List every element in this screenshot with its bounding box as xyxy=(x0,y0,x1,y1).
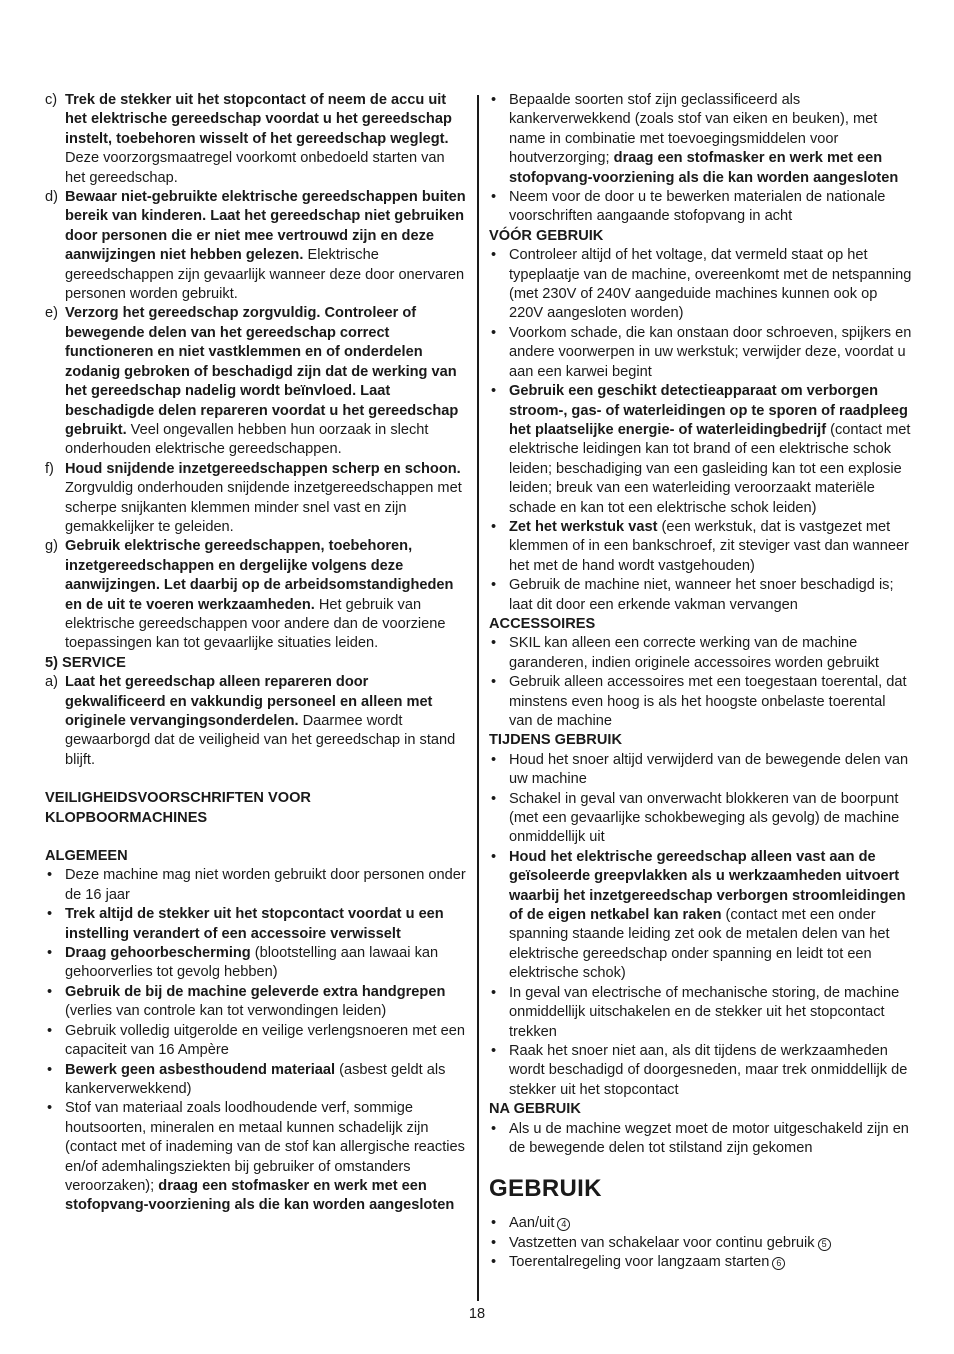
list-item xyxy=(489,382,913,518)
bullet-icon: • xyxy=(491,984,497,1001)
item-bold-text: Laat het gereedschap alleen repareren door gekwalificeerd en vakkundig personeel en alleen met originele vervangingsonderdelen. xyxy=(65,674,433,729)
bullet-icon: • xyxy=(491,518,497,535)
item-bold-text: Zet het werkstuk vast xyxy=(509,518,658,535)
item-bold-text: Gebruik elektrische gereedschappen, toebehoren, inzetgereedschappen en dergelijke volgens deze aanwijzingen. Let daarbij op de arbeidsomstandigheden en de uit te voeren werkzaamheden. xyxy=(65,538,454,613)
list-item xyxy=(489,790,913,848)
item-marker: f) xyxy=(45,460,54,477)
item-text: Voorkom schade, die kan onstaan door schroeven, spijkers en andere voorwerpen in uw werkstuk; verwijder deze, voordat u aan een karwei begint xyxy=(509,324,912,380)
left-column xyxy=(45,91,467,1216)
item-bold-text: Bewerk geen asbesthoudend materiaal xyxy=(65,1061,336,1078)
item-bold-text: draag een stofmasker en werk met een stofopvang-voorziening als die kan worden aangesloten xyxy=(509,150,899,186)
bullet-icon: • xyxy=(491,247,497,264)
gebruik-list xyxy=(489,1214,913,1272)
item-text: Zorgvuldig onderhouden snijdende inzetgereedschappen met scherpe snijkanten klemmen minder snel vast en zijn gemakkelijker te geleiden. xyxy=(65,480,462,535)
item-text: Houd het snoer altijd verwijderd van de bewegende delen van uw machine xyxy=(509,751,909,788)
voor-gebruik-list xyxy=(489,246,913,615)
item-text: Stof van materiaal zoals loodhoudende verf, sommige houtsoorten, mineralen en metaal kunnen schadelijk zijn (contact met of inademing van de stof kan allergische reacties en/of ademhalingsziekten bij gebruiker of omstanders veroorzaken); xyxy=(65,1100,465,1194)
bullet-icon: • xyxy=(491,1254,497,1271)
item-bold-text: Houd snijdende inzetgereedschappen scherp en schoon. xyxy=(65,460,461,477)
item-bold-text: Bewaar niet-gebruikte elektrische gereedschappen buiten bereik van kinderen. Laat het gereedschap niet gebruiken door personen die er niet mee vertrouwd zijn en deze aanwijzingen niet hebben gelezen. xyxy=(65,189,466,264)
list-item xyxy=(45,1061,467,1100)
bullet-icon: • xyxy=(491,189,497,206)
list-item xyxy=(489,246,913,324)
na-gebruik-heading: NA GEBRUIK xyxy=(489,1101,581,1118)
bullet-icon: • xyxy=(47,1061,53,1078)
item-text: (verlies van controle kan tot verwondingen leiden) xyxy=(65,1003,387,1020)
bullet-icon: • xyxy=(491,324,497,341)
list-item xyxy=(489,751,913,790)
list-item xyxy=(45,304,467,459)
list-item xyxy=(489,518,913,576)
item-marker: e) xyxy=(45,305,58,322)
item-text: Het gebruik van elektrische gereedschappen voor andere dan de voorziene toepassingen kan tot gevaarlijke situaties leiden. xyxy=(65,596,446,652)
lettered-list-top xyxy=(45,91,467,654)
list-item xyxy=(489,984,913,1042)
item-bold-text: Verzorg het gereedschap zorgvuldig. Controleer of bewegende delen van het gereedschap correct functioneren en niet vastklemmen en of onderdelen zodanig gebroken of beschadigd zijn dat de werking van het gereedschap nadelig wordt beïnvloed. Laat beschadigde delen repareren voordat u het gereedschap gebruikt. xyxy=(65,305,459,438)
list-item xyxy=(45,983,467,1022)
item-bold-text: Gebruik de bij de machine geleverde extra handgrepen xyxy=(65,983,446,1000)
list-item xyxy=(489,1120,913,1159)
circled-number-icon: 5 xyxy=(818,1238,831,1251)
list-item xyxy=(45,944,467,983)
voor-gebruik-heading: VÓÓR GEBRUIK xyxy=(489,227,604,244)
item-bold-text: Draag gehoorbescherming xyxy=(65,945,251,962)
item-bold-text: Gebruik een geschikt detectieapparaat om verborgen stroom-, gas- of waterleidingen op te sporen of raadpleeg het plaatselijke energie- of waterleidingbedrijf xyxy=(509,383,908,438)
list-item xyxy=(489,324,913,382)
item-text: (contact met een onder spanning staande leiding zet ook de metalen delen van het elektrische gereedschap onder spanning en leidt tot een elektrische schok) xyxy=(509,907,890,982)
item-text: (een werkstuk, dat is vastgezet met klemmen of in een bankschroef, zit steviger vast dan wanneer het met de hand wordt vastgehouden) xyxy=(509,518,909,574)
item-text: (blootstelling aan lawaai kan gehoorverlies tot gevolg hebben) xyxy=(65,945,439,981)
list-item xyxy=(489,634,913,673)
list-item xyxy=(489,576,913,615)
service-heading: 5) SERVICE xyxy=(45,654,126,671)
item-text: Aan/uit xyxy=(509,1215,555,1232)
item-marker: c) xyxy=(45,92,58,108)
bullet-icon: • xyxy=(491,848,497,865)
circled-number-icon: 6 xyxy=(772,1257,785,1270)
list-item xyxy=(45,866,467,905)
bullet-icon: • xyxy=(491,92,497,108)
tijdens-gebruik-list xyxy=(489,751,913,1100)
bullet-icon: • xyxy=(47,945,53,962)
item-text: Toerentalregeling voor langzaam starten xyxy=(509,1254,770,1271)
item-text: Veel ongevallen hebben hun oorzaak in slecht onderhouden elektrische gereedschappen. xyxy=(65,421,429,458)
bullet-icon: • xyxy=(491,383,497,400)
item-text: Als u de machine wegzet moet de motor uitgeschakeld zijn en de bewegende delen tot stilstand zijn gekomen xyxy=(509,1120,909,1156)
bullet-icon: • xyxy=(491,751,497,768)
list-item xyxy=(489,848,913,984)
list-item xyxy=(489,188,913,227)
item-text: Elektrische gereedschappen zijn gevaarlijk wanneer deze door onervaren personen worden gebruikt. xyxy=(65,247,465,303)
na-gebruik-list xyxy=(489,1120,913,1159)
item-text: Raak het snoer niet aan, als dit tijdens de werkzaamheden wordt beschadigd of doorgesneden, maar trek onmiddellijk de stekker uit het stopcontact xyxy=(509,1042,908,1098)
item-bold-text: draag een stofmasker en werk met een stofopvang-voorziening als die kan worden aangesloten xyxy=(65,1177,455,1214)
item-marker: a) xyxy=(45,674,58,691)
bullet-icon: • xyxy=(47,867,53,884)
item-text: Gebruik de machine niet, wanneer het snoer beschadigd is; laat dit door een erkende vakman vervangen xyxy=(509,577,894,613)
dust-list xyxy=(489,91,913,227)
item-text: Gebruik volledig uitgerolde en veilige verlengsnoeren met een capaciteit van 16 Ampère xyxy=(65,1022,465,1059)
section-heading: VEILIGHEIDSVOORSCHRIFTEN VOOR KLOPBOORMACHINES xyxy=(45,790,311,826)
list-item xyxy=(489,1042,913,1100)
bullet-icon: • xyxy=(47,906,53,923)
item-text: Controleer altijd of het voltage, dat vermeld staat op het typeplaatje van de machine, overeenkomt met de netspanning (met 230V of 240V aangeduide machines kunnen ook op 220V aangesloten worden) xyxy=(509,247,912,322)
bullet-icon: • xyxy=(491,1215,497,1232)
list-item xyxy=(489,1234,913,1253)
gebruik-title: GEBRUIK xyxy=(489,1175,602,1203)
item-text: Vastzetten van schakelaar voor continu gebruik xyxy=(509,1234,815,1251)
item-text: (contact met elektrische leidingen kan tot brand of een elektrische schok leiden; beschadiging van een gasleiding kan tot een explosie leiden; breuk van een waterleiding veroorzaakt materiële schade en kan tot een elektrische schok leiden) xyxy=(509,421,911,516)
right-column xyxy=(489,91,913,1273)
bullet-icon: • xyxy=(491,577,497,594)
bullet-icon: • xyxy=(491,1120,497,1137)
item-text: (asbest geldt als kankerverwekkend) xyxy=(65,1061,446,1097)
list-item xyxy=(489,673,913,731)
item-text: Gebruik alleen accessoires met een toegestaan toerental, dat minstens even hoog is als het hoogste onbelaste toerental van de machine xyxy=(509,674,907,729)
item-marker: g) xyxy=(45,538,58,555)
bullet-icon: • xyxy=(491,790,497,807)
accessoires-heading: ACCESSOIRES xyxy=(489,615,596,632)
item-bold-text: Trek altijd de stekker uit het stopcontact voordat u een instelling verandert of een accessoire verwisselt xyxy=(65,906,444,942)
item-text: Deze voorzorgsmaatregel voorkomt onbedoeld starten van het gereedschap. xyxy=(65,150,445,186)
column-divider xyxy=(477,95,479,1301)
tijdens-gebruik-heading: TIJDENS GEBRUIK xyxy=(489,732,622,749)
item-text: Schakel in geval van onverwacht blokkeren van de boorpunt (met een gevaarlijke schokbeweging als gevolg) de machine onmiddellijk uit xyxy=(509,790,900,846)
service-list xyxy=(45,673,467,770)
accessoires-list xyxy=(489,634,913,731)
list-item xyxy=(489,91,913,188)
list-item xyxy=(489,1253,913,1272)
item-text: In geval van electrische of mechanische storing, de machine onmiddellijk uitschakelen en de stekker uit het stopcontact trekken xyxy=(509,984,900,1040)
bullet-icon: • xyxy=(491,1042,497,1059)
item-text: SKIL kan alleen een correcte werking van de machine garanderen, indien originele accessoires worden gebruikt xyxy=(509,635,879,671)
circled-number-icon: 4 xyxy=(557,1218,570,1231)
page-number: 18 xyxy=(468,1306,486,1322)
algemeen-heading: ALGEMEEN xyxy=(45,848,128,865)
list-item xyxy=(45,460,467,538)
bullet-icon: • xyxy=(47,983,53,1000)
item-text: Bepaalde soorten stof zijn geclassificeerd als kankerverwekkend (zoals stof van eiken en beuken), met name in combinatie met toevoegingsmiddelen voor houtverzorging; xyxy=(509,92,878,167)
item-bold-text: Houd het elektrische gereedschap alleen vast aan de geïsoleerde greepvlakken als u werkzaamheden uitvoert waarbij het inzetgereedschap verborgen stroomleidingen of de eigen netkabel kan raken xyxy=(509,848,906,924)
bullet-icon: • xyxy=(47,1100,53,1117)
bullet-icon: • xyxy=(491,1234,497,1251)
bullet-icon: • xyxy=(491,635,497,652)
list-item xyxy=(45,91,467,188)
list-item xyxy=(45,905,467,944)
list-item xyxy=(45,537,467,653)
item-text: Deze machine mag niet worden gebruikt door personen onder de 16 jaar xyxy=(65,867,466,903)
list-item xyxy=(489,1214,913,1233)
bullet-icon: • xyxy=(47,1022,53,1039)
item-marker: d) xyxy=(45,189,58,206)
list-item xyxy=(45,1099,467,1215)
list-item xyxy=(45,1022,467,1061)
algemeen-list xyxy=(45,866,467,1215)
item-bold-text: Trek de stekker uit het stopcontact of neem de accu uit het elektrische gereedschap voordat u het gereedschap instelt, toebehoren wisselt of het gereedschap weglegt. xyxy=(65,92,452,147)
bullet-icon: • xyxy=(491,674,497,691)
list-item xyxy=(45,673,467,770)
item-text: Daarmee wordt gewaarborgd dat de veiligheid van het gereedschap in stand blijft. xyxy=(65,713,456,768)
item-text: Neem voor de door u te bewerken materialen de nationale voorschriften aangaande stofopvang in acht xyxy=(509,189,886,225)
list-item xyxy=(45,188,467,304)
